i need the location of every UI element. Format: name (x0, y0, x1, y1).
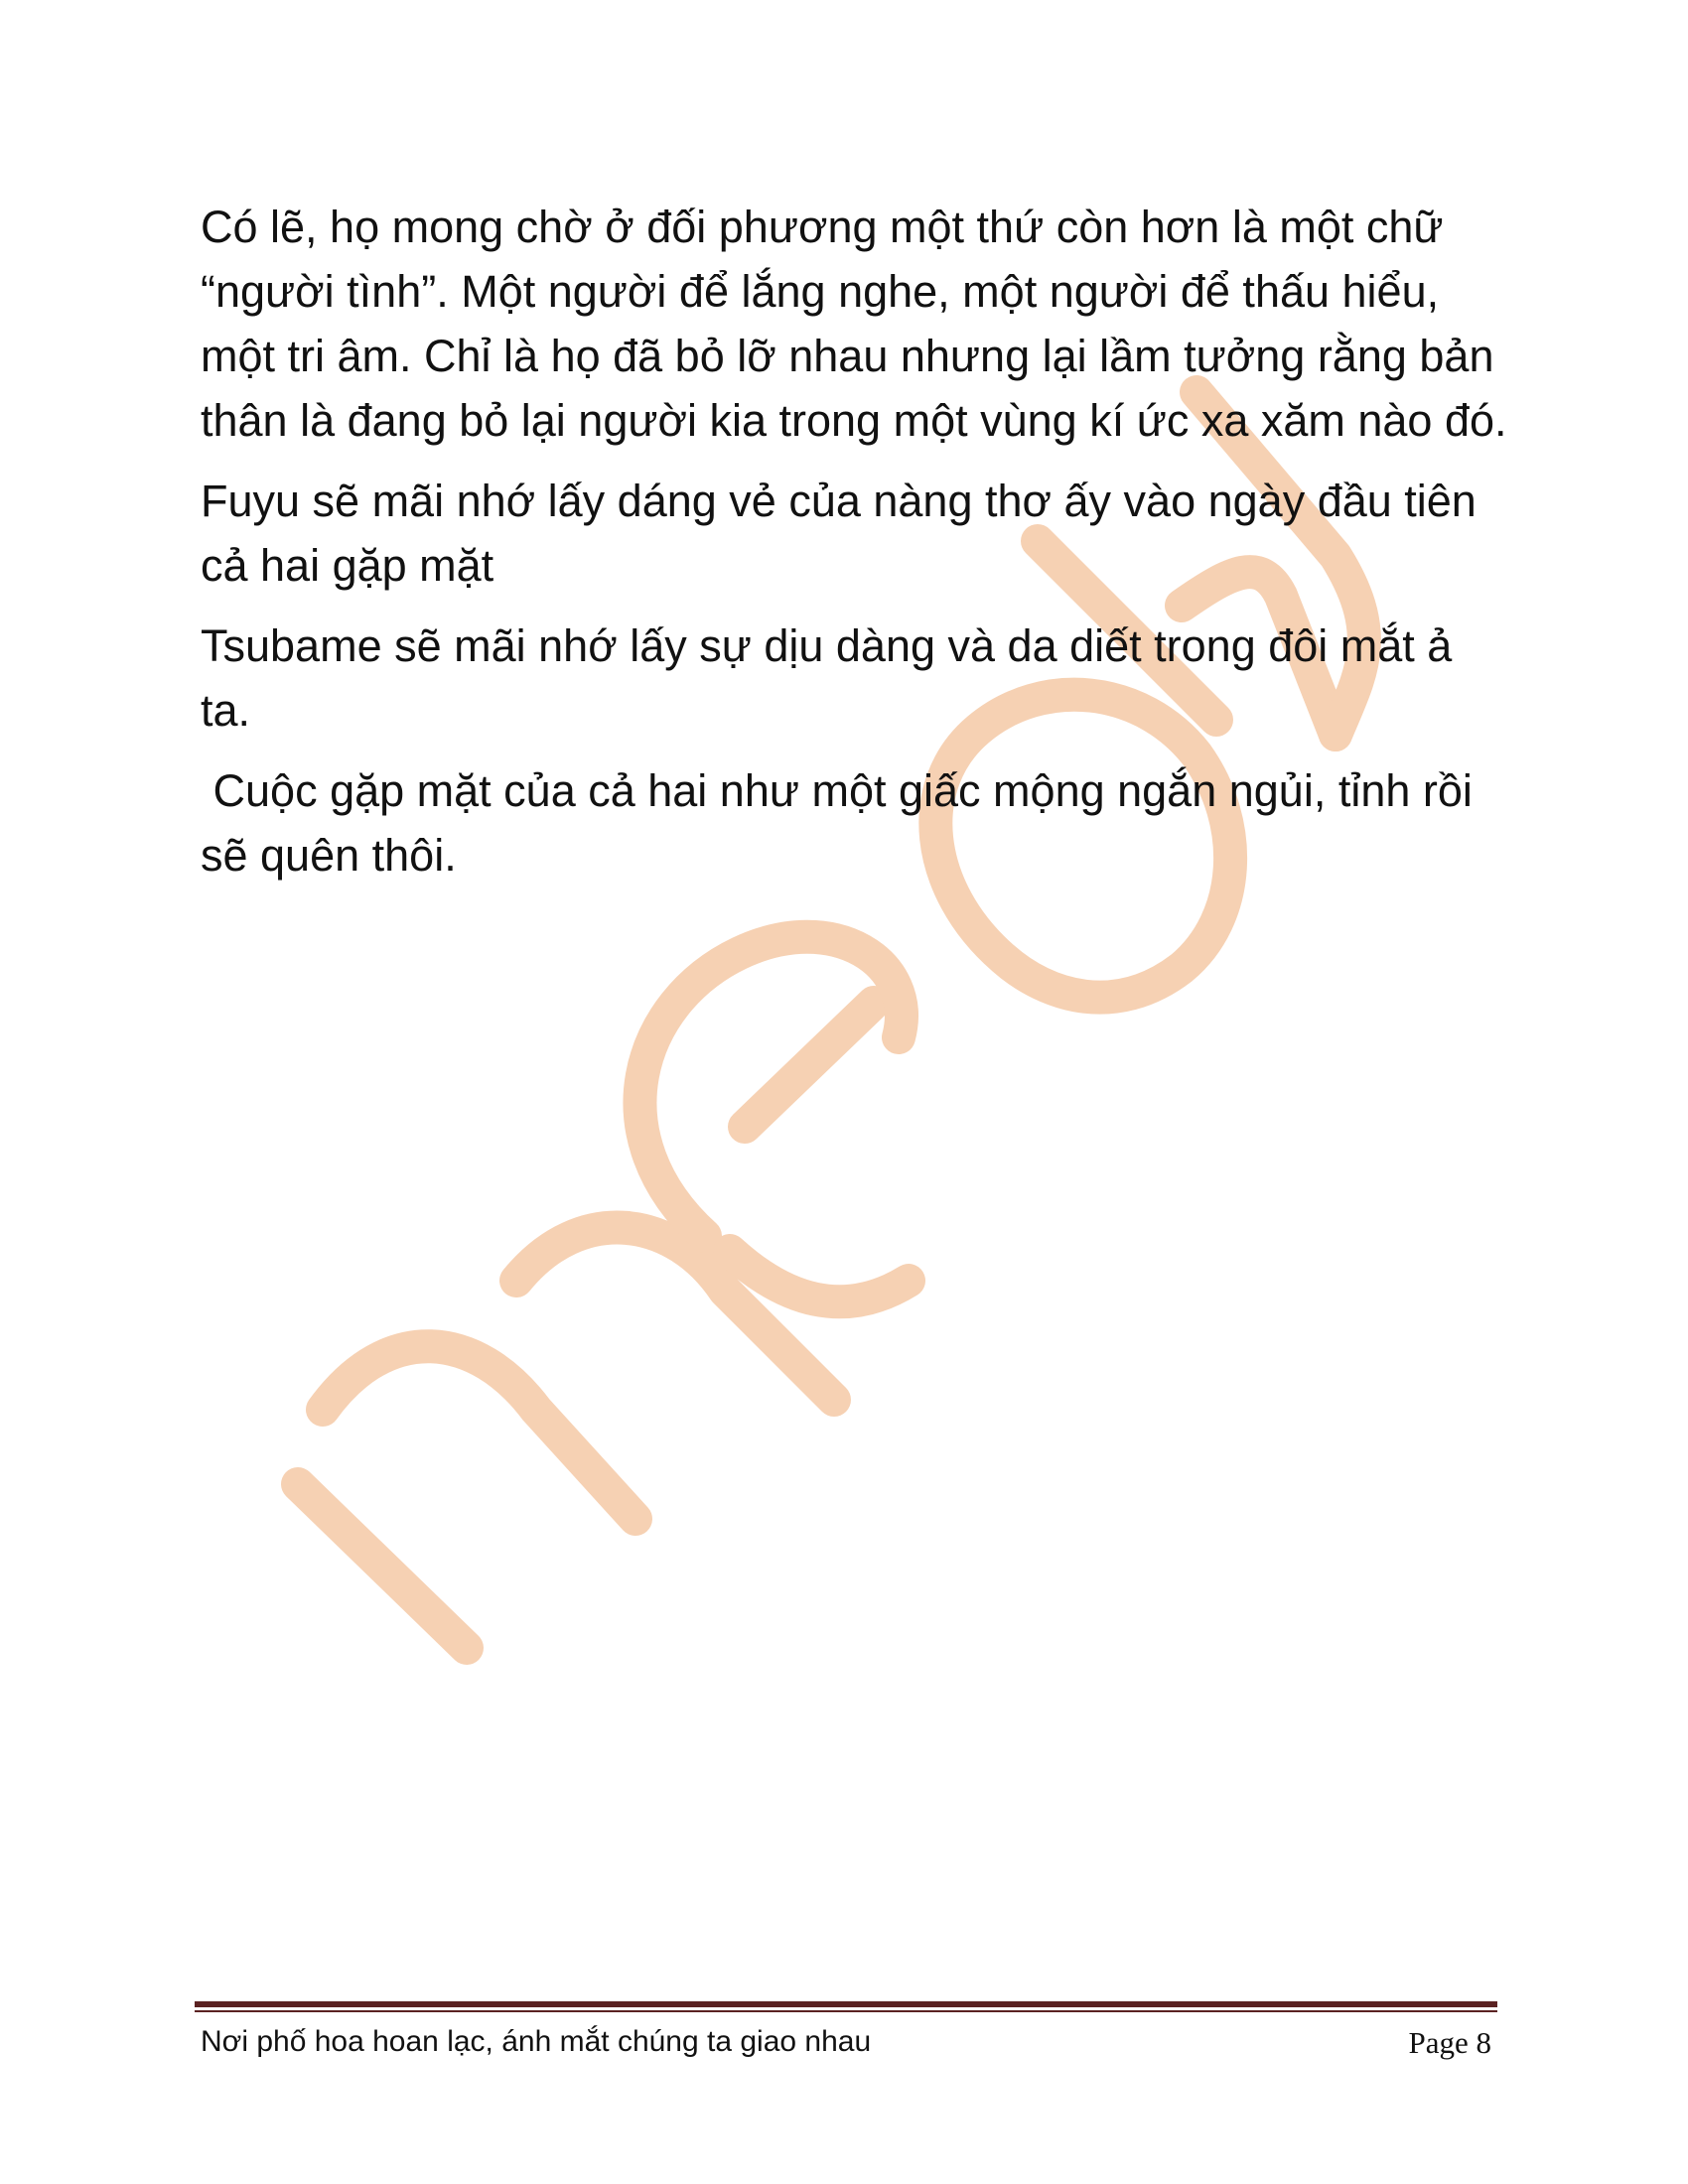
footer-divider-thin (195, 2010, 1497, 2012)
paragraph-1: Có lẽ, họ mong chờ ở đối phương một thứ còn hơn là một chữ “người tình”. Một người để lắng nghe, một người để thấu hiểu, một tri âm. Chỉ là họ đã bỏ lỡ nhau nhưng lại lầm tưởng rằng bản thân là đang bỏ lại người kia trong một vùng kí ức xa xăm nào đó. (201, 202, 1507, 446)
paragraph-4: Cuộc gặp mặt của cả hai như một giấc mộng ngắn ngủi, tỉnh rồi sẽ quên thôi. (201, 765, 1485, 881)
paragraph-2: Fuyu sẽ mãi nhớ lấy dáng vẻ của nàng thơ ấy vào ngày đầu tiên cả hai gặp mặt (201, 476, 1477, 591)
body-text (201, 195, 1511, 903)
footer-divider (195, 2001, 1497, 2012)
paragraph-3: Tsubame sẽ mãi nhớ lấy sự dịu dàng và da diết trong đôi mắt ả ta. (201, 620, 1453, 736)
footer-divider-thick (195, 2001, 1497, 2007)
footer-title: Nơi phố hoa hoan lạc, ánh mắt chúng ta giao nhau (201, 2025, 872, 2058)
page-number: Page 8 (1408, 2025, 1491, 2060)
